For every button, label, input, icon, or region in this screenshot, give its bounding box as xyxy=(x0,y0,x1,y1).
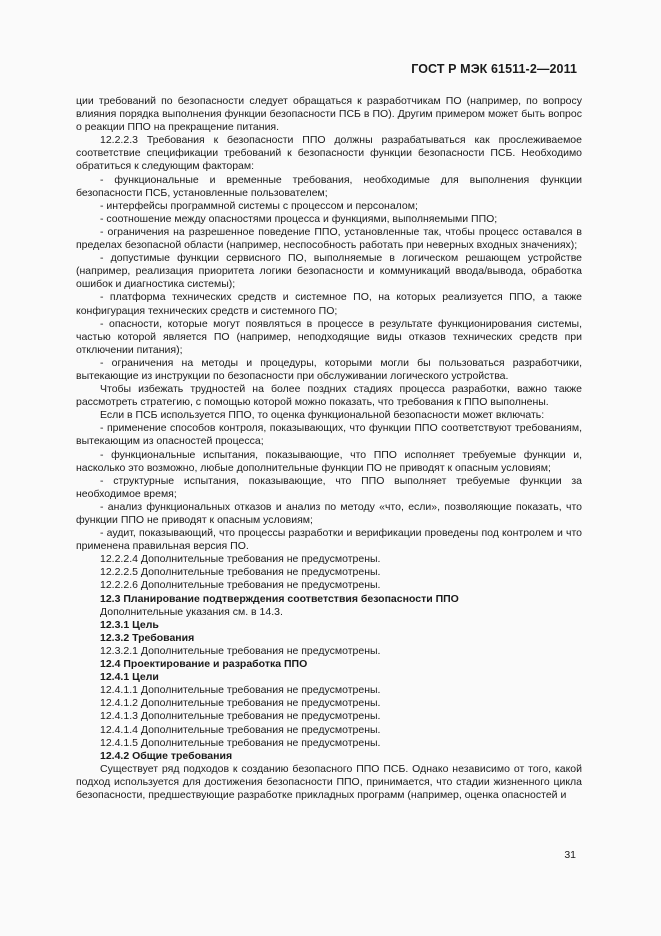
paragraph: Если в ПСБ используется ППО, то оценка функциональной безопасности может включать: xyxy=(100,409,545,422)
section-heading: 12.4.1 Цели xyxy=(100,671,159,684)
page-number: 31 xyxy=(564,849,576,861)
paragraph: 12.4.1.1 Дополнительные требования не предусмотрены. xyxy=(100,684,381,697)
paragraph: - опасности, которые могут появляться в процессе в результате функционирования системы, частью которой является ПО (например, неподходящие виды отказов технических средств при отключении питания); xyxy=(76,317,582,356)
paragraph: - применение способов контроля, показывающих, что функции ППО соответствуют требованиям, вытекающим из опасностей процесса; xyxy=(76,422,582,448)
paragraph: - допустимые функции сервисного ПО, выполняемые в логическом решающем устройстве (например, реализация приоритета логики безопасности и коммуникаций ввода/вывода, обработка ошибок и диагностика системы); xyxy=(76,252,582,291)
paragraph: - функциональные и временные требования, необходимые для выполнения функции безопасности ПСБ, установленные пользователем; xyxy=(76,173,582,199)
paragraph: - ограничения на методы и процедуры, которыми могли бы пользоваться разработчики, вытекающие из инструкции по безопасности при обслуживании логического устройства. xyxy=(76,356,582,382)
paragraph: - аудит, показывающий, что процессы разработки и верификации проведены под контролем и что применена правильная версия ПО. xyxy=(76,527,582,553)
paragraph: Существует ряд подходов к созданию безопасного ППО ПСБ. Однако независимо от того, какой подход используется для достижения безопасности ППО, принимается, что стадии жизненного цикла безопасности, предшествующие разработке прикладных программ (например, оценка опасностей и xyxy=(76,762,582,801)
paragraph: - ограничения на разрешенное поведение ППО, установленные так, чтобы процесс оставался в пределах безопасной области (например, неспособность работать при неверных входных значениях); xyxy=(76,225,582,252)
paragraph: - анализ функциональных отказов и анализ по методу «что, если», позволяющие показать, что функции ППО не приводят к опасным условиям; xyxy=(76,500,582,526)
document-body xyxy=(76,95,582,802)
paragraph: 12.2.2.5 Дополнительные требования не предусмотрены. xyxy=(100,566,381,579)
section-heading: 12.4 Проектирование и разработка ППО xyxy=(100,658,308,671)
paragraph: Дополнительные указания см. в 14.3. xyxy=(100,605,283,618)
section-heading: 12.3.1 Цель xyxy=(100,618,159,631)
paragraph: 12.4.1.5 Дополнительные требования не предусмотрены. xyxy=(100,736,381,749)
paragraph: 12.3.2.1 Дополнительные требования не предусмотрены. xyxy=(100,644,381,657)
paragraph: - соотношение между опасностями процесса и функциями, выполняемыми ППО; xyxy=(100,212,498,225)
section-heading: 12.4.2 Общие требования xyxy=(100,749,233,762)
paragraph: Чтобы избежать трудностей на более поздних стадиях процесса разработки, важно также рассмотреть стратегию, с помощью которой можно показать, что требования к ППО выполнены. xyxy=(76,383,582,409)
paragraph: 12.4.1.2 Дополнительные требования не предусмотрены. xyxy=(100,697,381,710)
paragraph: 12.2.2.4 Дополнительные требования не предусмотрены. xyxy=(100,553,381,566)
paragraph: ции требований по безопасности следует обращаться к разработчикам ПО (например, по вопросу влияния порядка выполнения функции безопасности ПСБ в ПО). Другим примером может быть вопрос о реакции ППО на прекращение питания. xyxy=(76,95,582,134)
paragraph: 12.2.2.6 Дополнительные требования не предусмотрены. xyxy=(100,579,381,592)
section-heading: 12.3 Планирование подтверждения соответствия безопасности ППО xyxy=(100,592,459,605)
paragraph: - структурные испытания, показывающие, что ППО выполняет требуемые функции за необходимое время; xyxy=(76,474,582,500)
paragraph: 12.2.2.3 Требования к безопасности ППО должны разрабатываться как прослеживаемое соответствие спецификации требований к безопасности функции безопасности ПСБ. Необходимо обратиться к следующим факторам: xyxy=(76,134,582,173)
paragraph: - функциональные испытания, показывающие, что ППО исполняет требуемые функции и, насколько это возможно, любые дополнительные функции ПО не приводят к опасным условиям; xyxy=(76,448,582,474)
paragraph: - интерфейсы программной системы с процессом и персоналом; xyxy=(100,199,418,212)
paragraph: - платформа технических средств и системное ПО, на которых реализуется ППО, а также конфигурация технических средств и системного ПО; xyxy=(76,291,582,317)
paragraph: 12.4.1.3 Дополнительные требования не предусмотрены. xyxy=(100,710,381,723)
section-heading: 12.3.2 Требования xyxy=(100,631,195,644)
document-code-header: ГОСТ Р МЭК 61511-2—2011 xyxy=(411,62,577,76)
paragraph: 12.4.1.4 Дополнительные требования не предусмотрены. xyxy=(100,723,381,736)
